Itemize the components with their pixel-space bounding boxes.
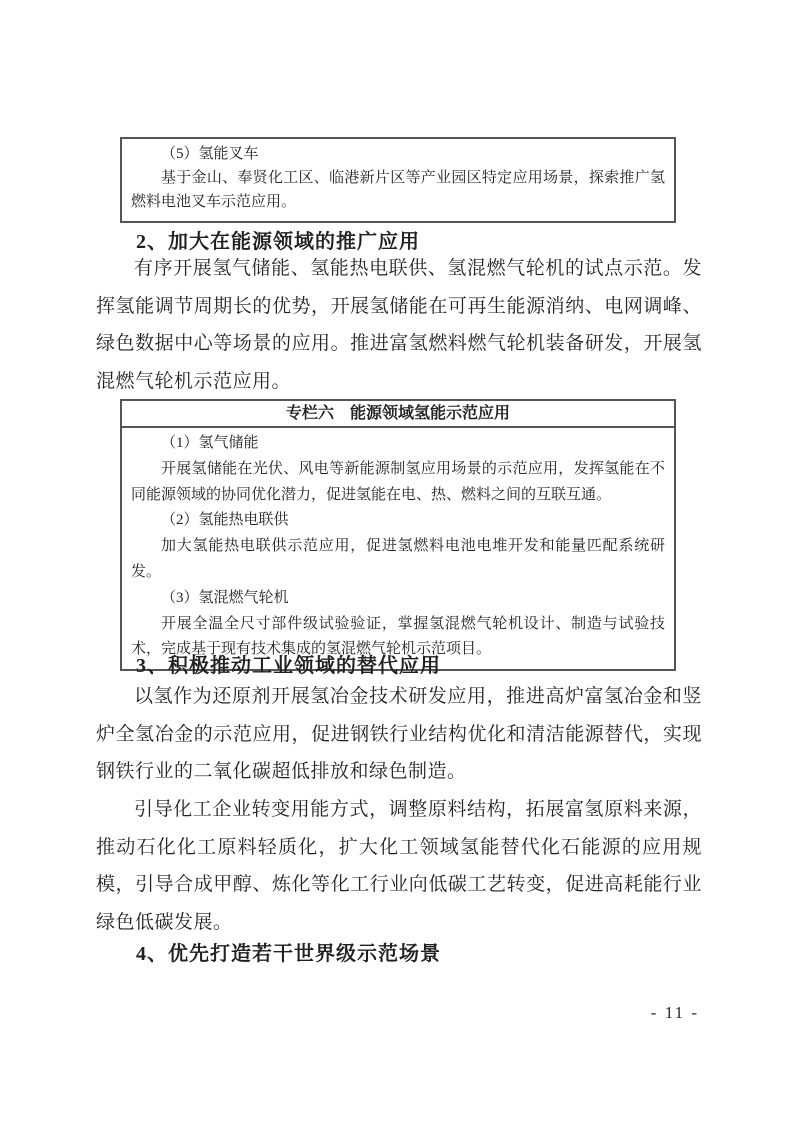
page-number: - 11 - [650,1003,699,1022]
box-six-item-2-title: （2）氢能热电联供 [161,512,289,529]
forklift-item-title: （5）氢能叉车 [161,146,259,162]
box-six-body [122,428,674,669]
forklift-item-body: 基于金山、奉贤化工区、临港新片区等产业园区特定应用场景，探索推广氢燃料电池叉车示范应用。 [131,170,665,210]
box-six-item-3-body: 开展全温全尺寸部件级试验验证，掌握氢混燃气轮机设计、制造与试验技术，完成基于现有技术集成的氢混燃气轮机示范项目。 [131,615,665,658]
box-six-item-2-body: 加大氢能热电联供示范应用，促进氢燃料电池电堆开发和能量匹配系统研发。 [131,538,665,580]
section-3-paragraph-2: 引导化工企业转变用能方式，调整原料结构，拓展富氢原料来源，推动石化化工原料轻质化，扩大化工领域氢能替代化石能源的应用规模，引导合成甲醇、炼化等化工行业向低碳工艺转变，促进高耗能行业绿色低碳发展。 [96,799,702,933]
section-4-heading: 4、优先打造若干世界级示范场景 [136,943,441,965]
callout-box-forklift-body [122,139,674,221]
callout-box-forklift [120,137,676,223]
box-six-item-1-title: （1）氢气储能 [161,435,259,451]
section-3-heading: 3、积极推动工业领域的替代应用 [136,655,441,677]
section-2-heading: 2、加大在能源领域的推广应用 [136,231,420,253]
callout-box-six [120,399,676,671]
box-six-item-3-title: （3）氢混燃气轮机 [161,589,289,606]
section-3-paragraph-1: 以氢作为还原剂开展氢冶金技术研发应用，推进高炉富氢冶金和竖炉全氢冶金的示范应用，促进钢铁行业结构优化和清洁能源替代，实现钢铁行业的二氧化碳超低排放和绿色制造。 [96,686,702,783]
section-2-paragraph: 有序开展氢气储能、氢能热电联供、氢混燃气轮机的试点示范。发挥氢能调节周期长的优势，开展氢储能在可再生能源消纳、电网调峰、绿色数据中心等场景的应用。推进富氢燃料燃气轮机装备研发，开展氢混燃气轮机示范应用。 [96,258,702,392]
box-six-item-1-body: 开展氢储能在光伏、风电等新能源制氢应用场景的示范应用，发挥氢能在不同能源领域的协同优化潜力，促进氢能在电、热、燃料之间的互联互通。 [131,460,665,503]
box-six-title: 专栏六 能源领域氢能示范应用 [122,401,674,428]
